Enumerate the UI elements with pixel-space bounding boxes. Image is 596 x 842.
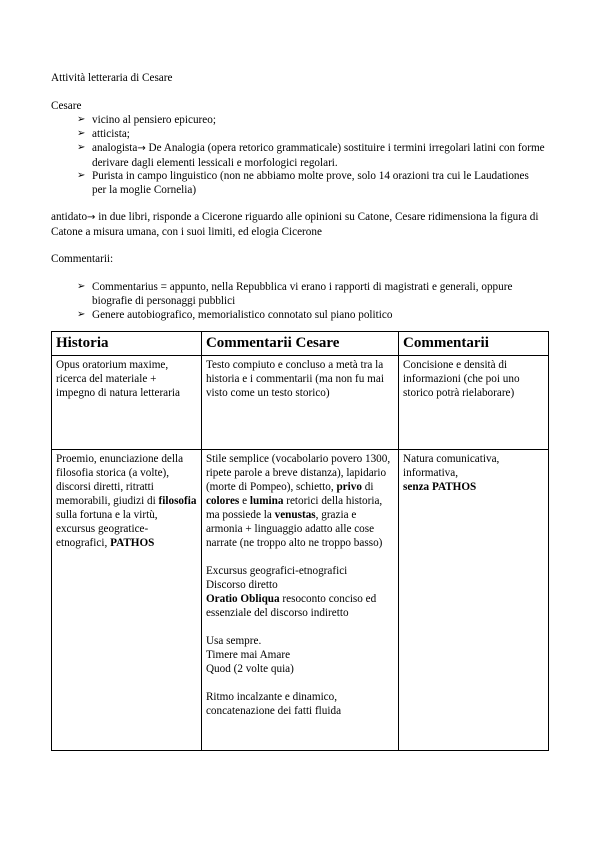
cesare-text: di [361, 481, 374, 493]
commentarii-text: Natura comunicativa, informativa, [403, 453, 500, 479]
table-header-row [52, 332, 549, 356]
cesare-text: , grazia e armonia + linguaggio adatto alle cose narrate (ne troppo alto ne troppo basso) [205, 509, 383, 549]
cesare-stile-paragraph [206, 452, 394, 550]
bullet-icon: ➢ [77, 309, 86, 320]
cesare-item-1: vicino al pensiero epicureo; [92, 114, 216, 126]
cell-historia-2 [52, 450, 202, 751]
bullet-icon: ➢ [77, 114, 86, 125]
table-row [52, 356, 549, 450]
cesare-timere-line: Timere mai Amare [205, 649, 291, 661]
cesare-text: e [239, 495, 250, 507]
cesare-text: Stile semplice (vocabolario povero 1300, ripete parole a breve distanza), lapidario (morte di Pompeo), schietto, [205, 453, 391, 493]
arrow-icon: → [87, 212, 96, 223]
cesare-item-4: Purista in campo linguistico (non ne abbiamo molte prove, solo 14 orazioni tra cui le Laudationes per la moglie Cornelia) [92, 170, 529, 196]
historia-bold: filosofia [158, 495, 197, 507]
cesare-bold: privo [336, 481, 362, 493]
bullet-icon: ➢ [77, 142, 86, 153]
analogista-label: analogista [92, 142, 138, 154]
cesare-ritmo-paragraph: Ritmo incalzante e dinamico, concatenazione dei fatti fluida [205, 691, 342, 717]
antidato-label: antidato [51, 211, 88, 223]
commentarii-heading: Commentarii: [51, 253, 114, 265]
cesare-discorso-line: Discorso diretto [205, 579, 278, 591]
cesare-bold: Oratio Obliqua [205, 593, 280, 605]
antidato-paragraph [51, 210, 551, 239]
historia-text: Proemio, enunciazione della filosofia storica (a volte), discorsi diretti, ritratti memorabili, giudizi di [56, 453, 184, 507]
cesare-item-2: atticista; [92, 128, 130, 140]
cesare-quod-line: Quod (2 volte quia) [205, 663, 294, 675]
cell-cesare-2 [201, 450, 398, 751]
cesare-text: resoconto conciso ed essenziale del discorso indiretto [205, 593, 377, 619]
table-row [52, 450, 549, 751]
cesare-oratio-paragraph [206, 592, 394, 620]
cesare-excursus-line: Excursus geografici-etnografici [205, 565, 348, 577]
historia-bold: PATHOS [110, 537, 155, 549]
arrow-icon: → [137, 143, 146, 154]
comparison-table [51, 331, 549, 751]
cesare-bold: venustas [274, 509, 316, 521]
cell-commentarii-2 [399, 450, 549, 751]
analogista-text: De Analogia (opera retorico grammaticale) sostituire i termini irregolari latini con forme derivare dagli elementi lessicali e morfologici regolari. [92, 142, 545, 169]
antidato-text: in due libri, risponde a Cicerone riguardo alle opinioni su Catone, Cesare ridimensiona la figura di Catone a misura umana, con i suoi limiti, ed elogia Cicerone [51, 211, 539, 238]
header-historia: Historia [52, 332, 202, 356]
cesare-text: retorici della historia, ma possiede la [205, 495, 383, 521]
historia-text: sulla fortuna e la virtù, excursus geogratice-etnografici, [56, 509, 158, 549]
cesare-usa-line: Usa sempre. [205, 635, 262, 647]
header-commentarii: Commentarii [399, 332, 549, 356]
commentarii-item-1: Commentarius = appunto, nella Repubblica vi erano i rapporti di magistrati e generali, oppure biografie di personaggi pubblici [92, 281, 513, 307]
commentarii-bold: senza PATHOS [403, 481, 477, 493]
cesare-item-3 [92, 141, 552, 170]
bullet-icon: ➢ [77, 281, 86, 292]
cesare-bold: colores [205, 495, 240, 507]
commentarii-item-2: Genere autobiografico, memorialistico connotato sul piano politico [92, 309, 393, 321]
cell-historia-1: Opus oratorium maxime, ricerca del materiale + impegno di natura letteraria [52, 356, 202, 450]
cesare-heading: Cesare [51, 100, 82, 112]
header-commentarii-cesare: Commentarii Cesare [201, 332, 398, 356]
cesare-bold: lumina [249, 495, 284, 507]
bullet-icon: ➢ [77, 128, 86, 139]
document-title: Attività letteraria di Cesare [51, 72, 173, 84]
bullet-icon: ➢ [77, 170, 86, 181]
cell-commentarii-1: Concisione e densità di informazioni (che poi uno storico potrà rielaborare) [399, 356, 549, 450]
cell-cesare-1: Testo compiuto e concluso a metà tra la historia e i commentarii (ma non fu mai visto come un testo storico) [201, 356, 398, 450]
